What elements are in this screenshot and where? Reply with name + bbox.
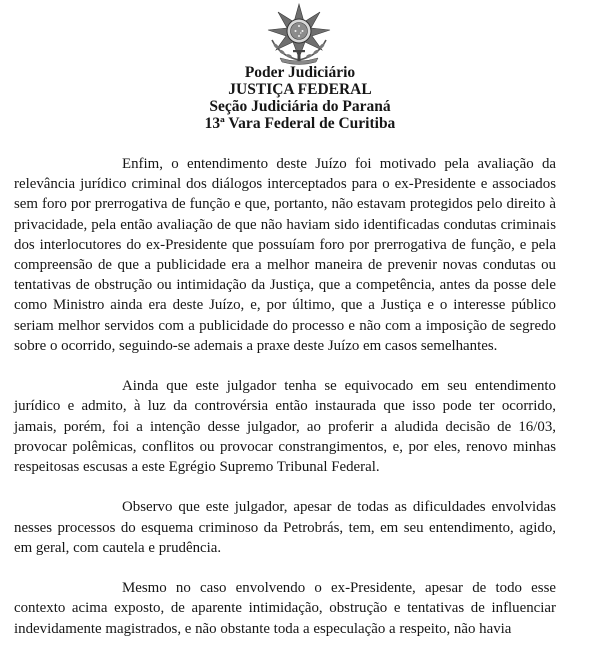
paragraph: Observo que este julgador, apesar de todas as dificuldades envolvidas nesses processos do esquema criminoso da Petrobrás, tem, em seu entendimento, agido, em geral, com cautela e prudência. [14, 499, 556, 556]
heading-justica-federal: JUSTIÇA FEDERAL [228, 81, 372, 98]
heading-vara-federal: 13ª Vara Federal de Curitiba [204, 115, 396, 132]
paragraph: Enfim, o entendimento deste Juízo foi motivado pela avaliação da relevância jurídico criminal dos diálogos interceptados para o ex-Presidente e associados sem foro por prerrogativa de função e que, portanto, não estavam protegidos pelo direito à privacidade, pela então avaliação de que não haviam sido identificadas condutas criminais dos interlocutores do ex-Presidente que possuíam foro por prerrogativa de função, e pela compreensão de que a publicidade era a melhor maneira de prevenir novas condutas ou tentativas de obstrução ou intimidação da Justiça, que a competência, antes da posse dele como Ministro ainda era deste Juízo, e, por último, que a Justiça e o interesse público seriam melhor servidos com a publicidade do processo e não com a imposição de segredo sobre o ocorrido, seguindo-se ademais a praxe deste Juízo em casos semelhantes. [14, 156, 556, 354]
brasao-republica-emblem [258, 2, 340, 64]
document-body [14, 154, 556, 659]
document-heading [0, 64, 600, 132]
paragraph: Ainda que este julgador tenha se equivocado em seu entendimento jurídico e admito, à luz da controvérsia então instaurada que isso pode ter ocorrido, jamais, porém, foi a intenção desse julgador, ao proferir a aludida decisão de 16/03, provocar polêmicas, conflitos ou provocar constrangimentos, e, por eles, renovo minhas respeitosas escusas a este Egrégio Supremo Tribunal Federal. [14, 378, 556, 476]
heading-poder-judiciario: Poder Judiciário [244, 64, 356, 81]
paragraph: Mesmo no caso envolvendo o ex-Presidente, apesar de todo esse contexto acima exposto, de aparente intimidação, obstrução e tentativas de influenciar indevidamente magistrados, e não obstante toda a especulação a respeito, não havia [14, 580, 556, 637]
heading-secao-judiciaria: Seção Judiciária do Paraná [209, 98, 391, 115]
